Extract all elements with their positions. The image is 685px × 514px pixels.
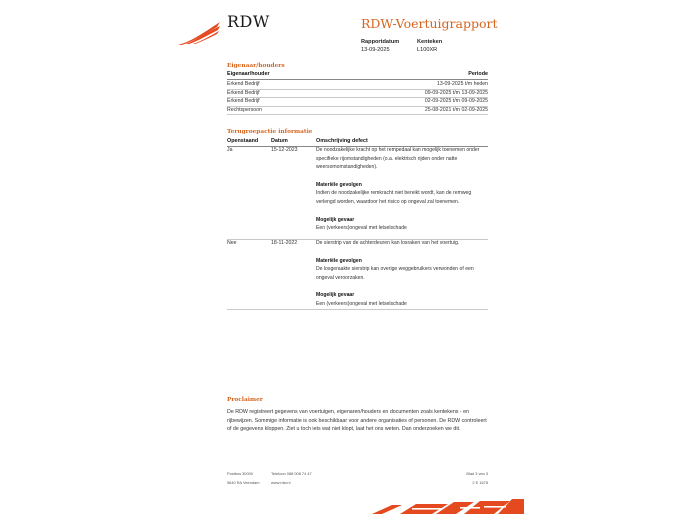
recalls-col-desc: Omschrijving defect [316,138,368,144]
rdw-logo-icon [176,20,222,46]
footer-postbus: Postbus 30000 [227,471,253,476]
recall-2-open: Nee [227,240,237,246]
recall-1-description [316,146,488,233]
owner-row-2-owner: Erkend Bedrijf [227,90,260,96]
owner-row-1-owner: Erkend Bedrijf [227,81,260,87]
recall-1-defect: De noodzakelijke kracht op het rempedaal kan mogelijk toenemen onder specifieke rijomstandigheden (o.a. elektrisch rijden onder natte weersomomstandigheden). [316,147,480,171]
recall-1-consequences-label: Materiële gevolgen [316,181,362,188]
recalls-col-date: Datum [271,138,288,144]
footer-phone: Telefoon 088 008 74 47 [271,471,312,476]
recall-2-defect: De sierstrip van de achterdeuren kan losraken van het voertuig. [316,240,460,246]
recall-2-date: 18-11-2022 [271,240,298,246]
recall-1-danger: Een (verkeers)ongeval met letselschade [316,225,407,232]
owners-col-owner: Eigenaar/houder [227,71,270,77]
disclaimer-title: Proclaimer [227,397,263,403]
owners-section-title: Eigenaar/houders [227,63,285,69]
recalls-col-open: Openstaand [227,138,259,144]
logo-text: RDW [227,12,270,31]
plate-label: Kenteken [417,39,443,45]
disclaimer-text: De RDW registreert gegevens van voertuigen, eigenaren/houders en documenten zoals kentekens - en rijbewijzen. Sommige informatie is ook beschikbaar voor andere organisaties of personen. De RDW controleert of de gegevens kloppen. Ziet u toch iets wat niet klopt, laat het ons weten. Dan onderzoeken we dit. [227,409,487,433]
recall-2-description [316,239,488,309]
report-date-value: 13-09-2025 [361,47,390,53]
owner-row-4-period: 25-08-2021 t/m 02-09-2025 [424,107,488,113]
owners-col-period: Periode [468,71,488,77]
footer-page: Blad 3 van 3 [466,471,488,476]
recalls-section-title: Terugroepactie informatie [227,129,313,135]
recall-2-danger-label: Mogelijk gevaar [316,292,355,299]
recall-2-consequences-label: Materiële gevolgen [316,257,362,264]
recall-1-open: Ja [227,147,233,153]
report-date-block [361,39,399,53]
owner-row-1-period: 13-09-2025 t/m heden [436,81,488,87]
footer-web[interactable]: www.rdw.nl [271,480,291,485]
recall-2-danger: Een (verkeers)ongeval met letselschade [316,300,407,307]
recall-1-date: 15-12-2023 [271,147,298,153]
report-date-label: Rapportdatum [361,39,400,45]
footer-city: 9640 RA Veendam [227,480,260,485]
owner-row-3-period: 02-09-2025 t/m 09-09-2025 [424,98,488,104]
document-title: RDW-Voertuigrapport [361,16,498,31]
recall-2-consequences: De losgeraakte sierstrip kan overige weggebruikers verwonden of een ongeval veroorzaken. [316,266,474,281]
owner-row-3-owner: Erkend Bedrijf [227,98,260,104]
plate-value: L100XR [417,47,438,53]
recall-1-consequences: Indien de noodzakelijke remkracht niet bereikt wordt, kan de remweg verlengd worden, waardoor het risico op ongeval zal toenemen. [316,190,472,205]
footer-code: 2 E 1678 [472,480,488,485]
owner-row-4-owner: Rechtspersoon [227,107,262,113]
recall-1-danger-label: Mogelijk gevaar [316,216,355,223]
orange-stripes-icon [372,498,524,514]
plate-block [417,39,442,53]
owner-row-2-period: 09-09-2025 t/m 13-09-2025 [424,90,488,96]
